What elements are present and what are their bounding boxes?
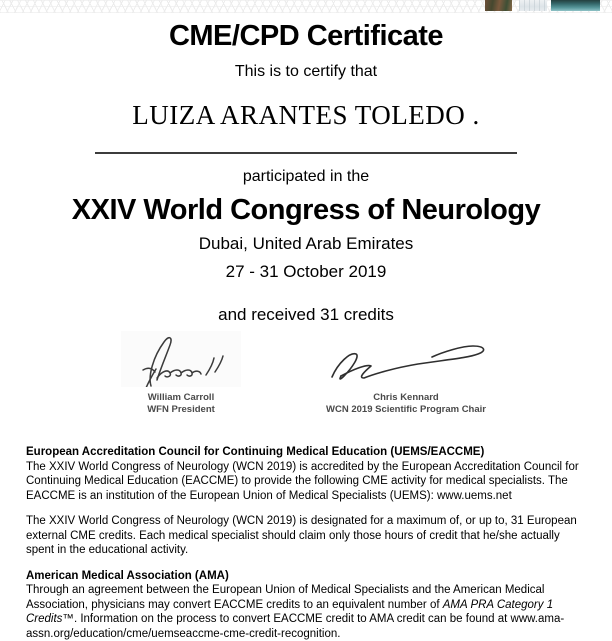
accreditation-section [26, 445, 586, 641]
signatory-role: WCN 2019 Scientific Program Chair [326, 403, 486, 415]
signature-block-wfn-president [106, 331, 256, 415]
congress-dates: 27 - 31 October 2019 [225, 262, 387, 281]
signature-row [0, 331, 612, 415]
recipient-name: LUIZA ARANTES TOLEDO . [132, 100, 480, 130]
signatory-role: WFN President [147, 403, 215, 415]
name-divider-line [95, 152, 517, 154]
ama-credits-italic: AMA PRA Category 1 Credits™ [26, 598, 554, 625]
credits-line: and received 31 credits [218, 305, 394, 324]
signature-block-program-chair [306, 331, 506, 415]
signatory-name: William Carroll [147, 392, 215, 403]
ama-paragraph [26, 583, 586, 641]
certify-line: This is to certify that [234, 63, 378, 80]
signatory-name: Chris Kennard [373, 392, 439, 403]
ama-heading: American Medical Association (AMA) [26, 569, 229, 582]
eaccme-paragraph-2: The XXIV World Congress of Neurology (WCN 2019) is designated for a maximum of, or up to, 31 European external CME credits. Each medical specialist should claim only those hours of credit that he/she actually spent in the educational activity. [26, 515, 577, 556]
ama-paragraph-pre: Through an agreement between the European Union of Medical Specialists and the American Medical Association, physicians may convert EACCME credits to an equivalent number of [26, 584, 545, 611]
certificate-title: CME/CPD Certificate [168, 20, 444, 52]
signature-image-chris-kennard [316, 331, 496, 387]
congress-location: Dubai, United Arab Emirates [198, 234, 414, 253]
participated-line: participated in the [242, 168, 370, 185]
ama-paragraph-post: . Information on the process to convert EACCME credit to AMA credit can be found at www.ama-assn.org/education/cme/uemseaccme-cme-credit-recognition. [26, 613, 565, 640]
congress-title: XXIV World Congress of Neurology [71, 194, 541, 226]
signature-image-william-carroll [121, 331, 241, 387]
eaccme-heading: European Accreditation Council for Continuing Medical Education (UEMS/EACCME) [26, 446, 485, 458]
eaccme-paragraph: The XXIV World Congress of Neurology (WCN 2019) is accredited by the European Accreditation Council for Continuing Medical Education (EACCME) to provide the following CME activity for medical specialists. The EACCME is an institution of the European Union of Medical Specialists (UEMS): www.uems.net [26, 460, 579, 502]
